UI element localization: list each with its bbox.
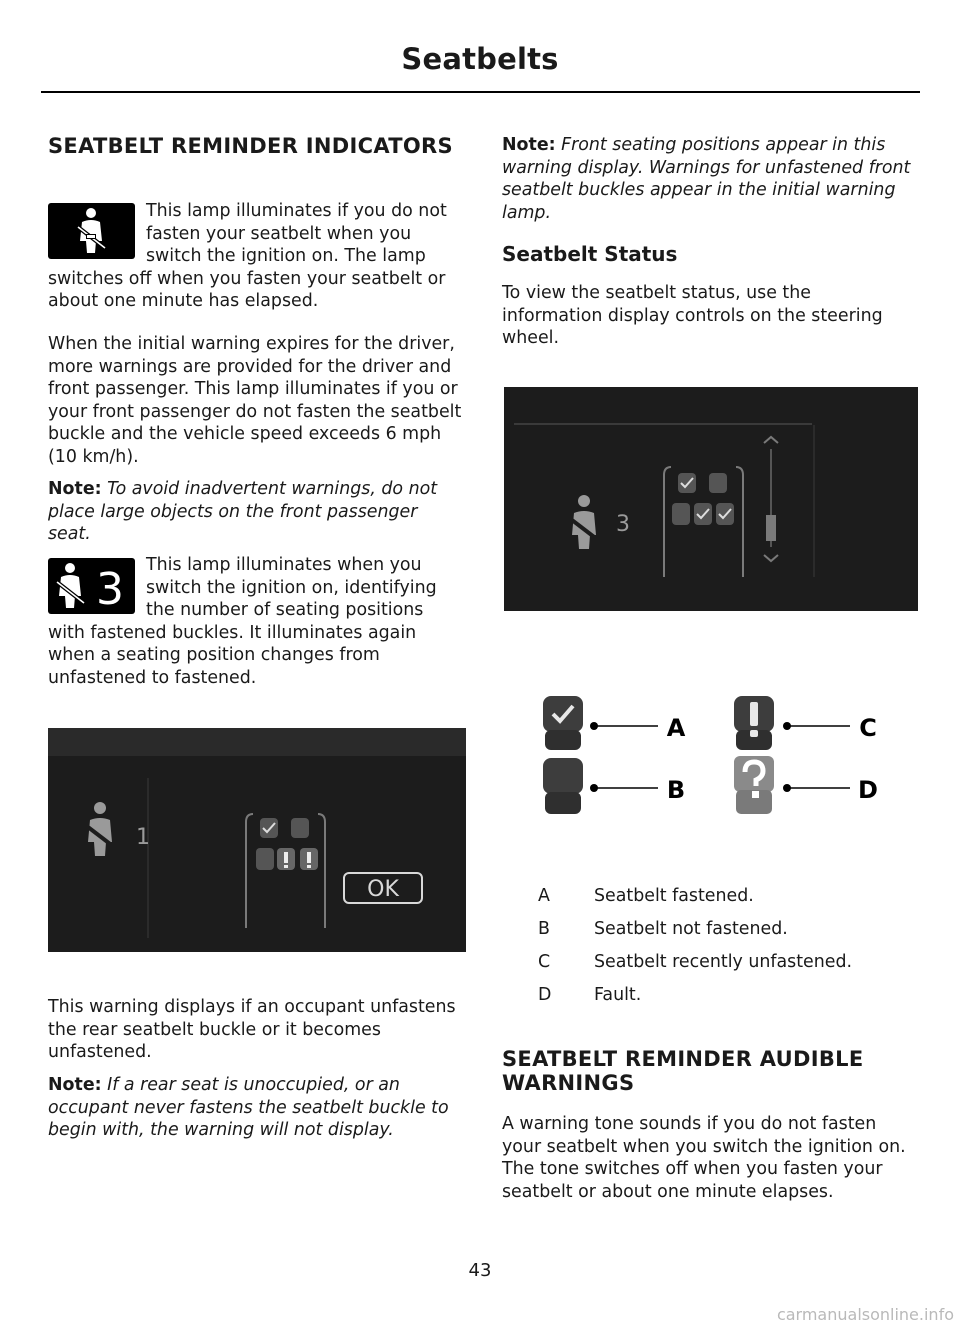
- subheading-seatbelt-status: Seatbelt Status: [502, 242, 678, 266]
- seatbelt-warning-lamp-icon: [48, 203, 135, 259]
- paragraph-initial-warning: When the initial warning expires for the driver, more warnings are provided for the driver and front passenger. This lamp illuminates if you or your front passenger do not fasten the seatbelt buckle and the vehicle speed exceeds 6 mph (10 km/h).: [48, 334, 462, 467]
- label-d: D: [858, 776, 878, 804]
- section-heading-audible: SEATBELT REMINDER AUDIBLE WARNINGS: [502, 1047, 864, 1095]
- label-c: C: [859, 714, 877, 742]
- note-front-seating: [502, 134, 916, 224]
- legend-value: Fault.: [594, 985, 642, 1005]
- paragraph-rear-warning: This warning displays if an occupant unfastens the rear seatbelt buckle or it becomes unfastened.: [48, 997, 456, 1062]
- page-title: Seatbelts: [401, 42, 559, 76]
- lamp1-text: This lamp illuminates if you do not fasten your seatbelt when you switch the ignition on. The lamp switches off when you fasten your seatbelt or about one minute has elapsed.: [48, 201, 447, 311]
- legend-key: A: [538, 886, 550, 906]
- legend-key: C: [538, 952, 551, 972]
- seat-status-diagram: [540, 690, 884, 822]
- occupant-count: 3: [616, 512, 630, 537]
- legend-row: [502, 919, 916, 943]
- seat-fault-icon: [734, 756, 774, 814]
- seat-unfastened-warning-icon: [734, 696, 774, 750]
- note-text: Front seating positions appear in this warning display. Warnings for unfastened front seatbelt buckles appear in the initial warning lamp.: [502, 135, 911, 223]
- paragraph-audible-warning: A warning tone sounds if you do not fasten your seatbelt when you switch the ignition on. The tone switches off when you fasten your seatbelt or about one minute elapses.: [502, 1114, 906, 1202]
- legend-value: Seatbelt recently unfastened.: [594, 952, 853, 972]
- legend-key: B: [538, 919, 550, 939]
- seatbelt-count-lamp-icon: [48, 558, 135, 614]
- cluster-display-seatbelt-status: [504, 387, 918, 611]
- legend-row: [502, 952, 916, 976]
- page-number: 43: [468, 1260, 492, 1281]
- note-text: If a rear seat is unoccupied, or an occupant never fastens the seatbelt buckle to begin with, the warning will not display.: [48, 1075, 449, 1140]
- note-inadvertent: [48, 478, 462, 546]
- legend-value: Seatbelt not fastened.: [594, 919, 788, 939]
- legend-value: Seatbelt fastened.: [594, 886, 754, 906]
- watermark: carmanualsonline.info: [776, 1305, 954, 1324]
- paragraph-seatbelt-status: To view the seatbelt status, use the information display controls on the steering wheel.: [502, 283, 883, 348]
- cluster-display-rear-warning: [48, 728, 466, 952]
- label-a: A: [666, 714, 686, 742]
- label-b: B: [666, 776, 686, 804]
- ok-button-label: OK: [367, 877, 399, 902]
- legend-row: [502, 985, 916, 1009]
- occupant-count: 1: [136, 825, 150, 850]
- header-divider: [41, 91, 920, 93]
- seat-not-fastened-icon: [543, 758, 583, 814]
- lamp-count-digit: 3: [96, 564, 124, 614]
- note-label: Note:: [48, 1075, 102, 1095]
- legend-key: D: [538, 985, 552, 1005]
- section-heading-indicators: SEATBELT REMINDER INDICATORS: [48, 134, 453, 158]
- note-rear-unoccupied: [48, 1074, 462, 1142]
- note-label: Note:: [48, 479, 102, 499]
- legend-row: [502, 886, 916, 910]
- note-label: Note:: [502, 135, 556, 155]
- note-text: To avoid inadvertent warnings, do not place large objects on the front passenger seat.: [48, 479, 438, 544]
- lamp2-text: This lamp illuminates when you switch the ignition on, identifying the number of seating positions with fastened buckles. It illuminates again when a seating position changes from unfastened to fastened.: [48, 555, 437, 688]
- seat-fastened-icon: [543, 696, 583, 750]
